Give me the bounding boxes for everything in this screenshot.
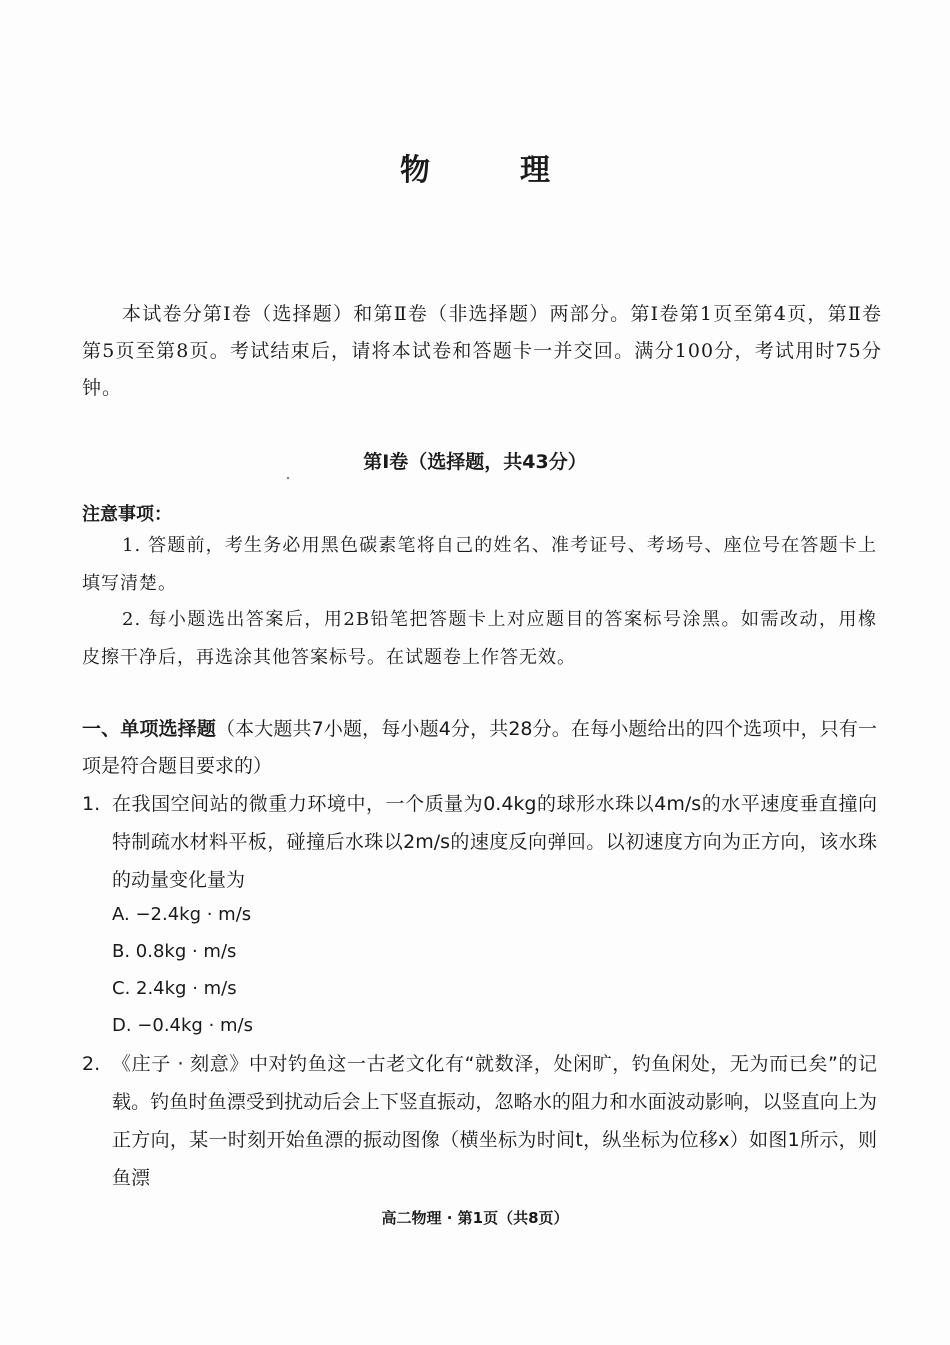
scan-speck bbox=[287, 477, 289, 479]
part-heading-rest: （本大题共7小题，每小题4分，共28分。在每小题给出的四个选项中，只有一项是符合题目要求的） bbox=[82, 718, 877, 777]
notice-item-2: 2. 每小题选出答案后，用2B铅笔把答题卡上对应题目的答案标号涂黑。如需改动，用橡皮擦干净后，再选涂其他答案标号。在试题卷上作答无效。 bbox=[82, 609, 877, 668]
option-c: C. 2.4kg · m/s bbox=[112, 978, 237, 999]
section-heading bbox=[0, 447, 950, 474]
notice-item-1: 1. 答题前，考生务必用黑色碳素笔将自己的姓名、准考证号、考场号、座位号在答题卡上填写清楚。 bbox=[82, 535, 877, 594]
question-2 bbox=[82, 1045, 877, 1197]
part-heading-bold: 一、单项选择题 bbox=[82, 718, 216, 740]
page-footer: 高二物理 · 第1页（共8页） bbox=[381, 1209, 569, 1227]
question-number: 1. bbox=[82, 793, 101, 815]
part-heading bbox=[82, 711, 877, 785]
question-1 bbox=[82, 785, 877, 899]
section-heading-text: 第Ⅰ卷（选择题，共43分） bbox=[363, 451, 587, 473]
exam-intro: 本试卷分第Ⅰ卷（选择题）和第Ⅱ卷（非选择题）两部分。第Ⅰ卷第1页至第4页，第Ⅱ卷第5页至第8页。考试结束后，请将本试卷和答题卡一并交回。满分100分，考试用时75分钟。 bbox=[82, 303, 882, 399]
option-a: A. −2.4kg · m/s bbox=[112, 904, 252, 925]
question-text: 《庄子 · 刻意》中对钓鱼这一古老文化有“就数泽，处闲旷，钓鱼闲处，无为而已矣”的记载。钓鱼时鱼漂受到扰动后会上下竖直振动，忽略水的阻力和水面波动影响，以竖直向上为正方向，某一时刻开始鱼漂的振动图像（横坐标为时间t，纵坐标为位移x）如图1所示，则鱼漂 bbox=[112, 1053, 877, 1189]
question-text: 在我国空间站的微重力环境中，一个质量为0.4kg的球形水珠以4m/s的水平速度垂直撞向特制疏水材料平板，碰撞后水珠以2m/s的速度反向弹回。以初速度方向为正方向，该水珠的动量变化量为 bbox=[112, 793, 877, 891]
option-b: B. 0.8kg · m/s bbox=[112, 941, 237, 962]
question-number: 2. bbox=[82, 1053, 101, 1075]
option-d: D. −0.4kg · m/s bbox=[112, 1015, 254, 1036]
notice-title: 注意事项： bbox=[82, 504, 172, 525]
page-title: 物 理 bbox=[400, 153, 580, 188]
